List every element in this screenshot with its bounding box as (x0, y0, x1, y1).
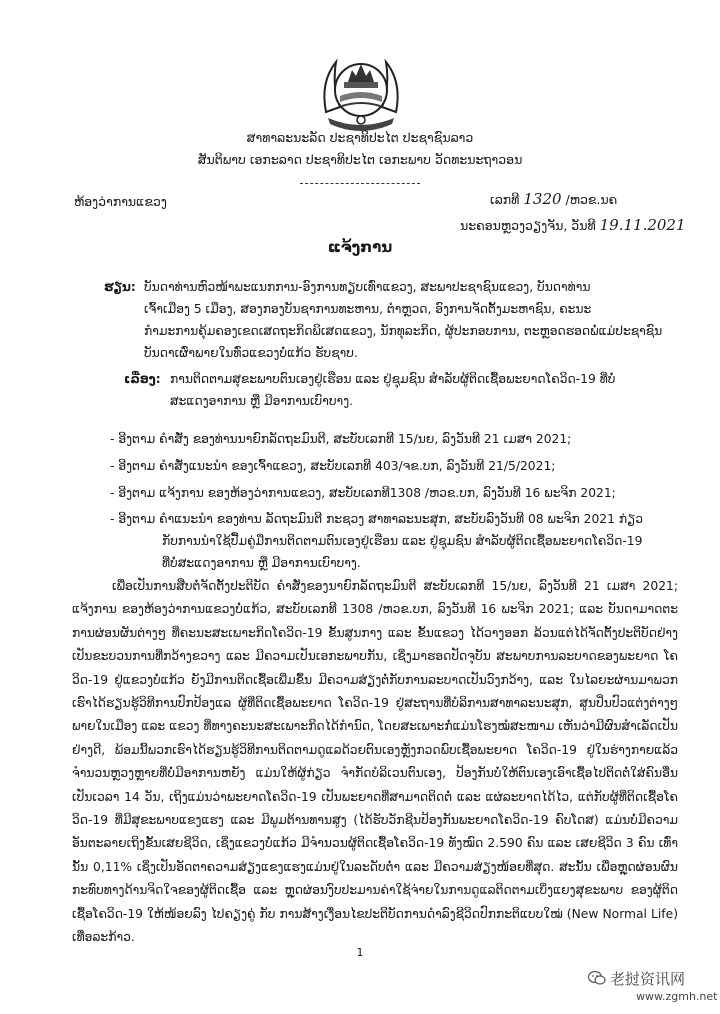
date-label: ນະຄອນຫຼວງວຽງຈັນ, ວັນທີ (460, 218, 596, 233)
recipients-line: ບັນດາທ່ານຫົວໜ້າພະແນກການ-ອົງການທຽບເທົ່າແຂວງ, ສະພາປະຊາຊົນແຂວງ, ບັນດາທ່ານ (144, 280, 591, 294)
reference-item (110, 508, 670, 574)
recipients-block (104, 276, 680, 364)
reference-item (110, 455, 670, 477)
subject-line: ການຕິດຕາມສຸຂະພາບຕົນເອງຢູ່ເຮືອນ ແລະ ຢູ່ຊຸມຊົນ ສຳລັບຜູ້ຕິດເຊື້ອພະຍາດໂຄວິດ-19 ທີ່ບໍ່ (170, 372, 616, 386)
reference-line: ທີ່ບໍ່ສະແດງອາການ ຫຼື ມີອາການເບົາບາງ. (162, 556, 361, 570)
header-republic-name: ສາທາລະນະລັດ ປະຊາທິປະໄຕ ປະຊາຊົນລາວ (246, 130, 474, 145)
reference-line: - ອີງຕາມ ຄໍາແນະນຳ ຂອງທ່ານ ລັດຖະມົນຕີ ກະຊວງ ສາທາລະນະສຸກ, ສະບັບລົງວັນທີ 08 ພະຈິກ 2021 ກ່ຽວ (110, 512, 643, 526)
number-label: ເລກທີ (490, 192, 520, 207)
subject-block (124, 368, 680, 412)
number-value: 1320 (523, 190, 562, 208)
header-motto: ສັນຕິພາບ ເອກະລາດ ປະຊາທິປະໄຕ ເອກະພາບ ວັດທະນະຖາວອນ (197, 152, 523, 167)
watermark-url: www.zgmh.net (636, 990, 718, 1003)
issuing-office: ຫ້ອງວ່າການແຂວງ (74, 194, 167, 209)
reference-line: - ອີງຕາມ ຄໍາສັ່ງ ຂອງທ່ານນາຍົກລັດຖະມົນຕີ, ສະບັບເລກທີ 15/ນຍ, ລົງວັນທີ 21 ເມສາ 2021; (110, 432, 572, 446)
reference-line: ກັບການນໍາໃຊ້ປື້ມຄູ່ມືການຕິດຕາມຕົນເອງຢູ່ເຮືອນ ແລະ ຢູ່ຊຸມຊົນ ສໍາລັບຜູ້ຕິດເຊື້ອພະຍາດໂຄວິດ-19 (162, 534, 643, 548)
recipients-line: ກຳມະການຄຸ້ມຄອງເຂດເສດຖະກິດພິເສດແຂວງ, ນັກທຸລະກິດ, ຜູ້ປະກອບການ, ຕະຫຼອດຮອດພໍ່ແມ່ປະຊາຊົນ (144, 324, 663, 338)
recipients-line: ບັນດາເຜົ່າພາຍໃນທົ່ວແຂວງບໍ່ແກ້ວ ຮັບຊາບ. (144, 346, 358, 360)
body-paragraph: ເພື່ອເປັນການສືບຕໍ່ຈັດຕັ້ງປະຕິບັດ ຄໍາສັ່ງຂອງນາຍົກລັດຖະມົນຕີ ສະບັບເລກທີ 15/ນຍ, ລົງວັນທີ 21 ເມສາ 2021; ແຈ້ງການ ຂອງຫ້ອງວ່າການແຂວງບໍ່ແກ້ວ, ສະບັບເລກທີ 1308 /ຫວຂ.ບກ, ລົງວັນທີ 16 ພະຈິກ 2021; ແລະ ບັນດາມາດຕະການຜ່ອນຜັນຕ່າງໆ ທີ່ຄະນະສະເພາະກິດໂຄວິດ-19 ຂັ້ນສູນກາງ ແລະ ຂັ້ນແຂວງ ໄດ້ວາງອອກ ລ້ວນແຕ່ໄດ້ຈັດຕັ້ງປະຕິບັດຢ່າງເປັນຂະບວນການທີ່ກວ້າງຂວາງ ແລະ ມີຄວາມເປັນເອກະພາບກັນ, ເຊິ່ງມາຮອດປັດຈຸບັນ ສະພາບການລະບາດຂອງພະຍາດ ໂຄວິດ-19 ຢູ່ແຂວງບໍ່ແກ້ວ ຍັງມີການຕິດເຊື້ອເພີ່ມຂຶ້ນ ມີຄວາມສ່ຽງຕໍ່ກັບການລະບາດເປັນວົງກວ້າງ, ແລະ ໃນໄລຍະຜ່ານມາພວກເຮົາໄດ້ຮຽນຮູ້ວິທີການປົກປ້ອງແລ ຜູ້ທີ່ຕິດເຊື້ອພະຍາດ ໂຄວິດ-19 ຢູ່ສະຖານທີ່ບໍລິການສາທາລະນະສຸກ, ສູນປິ່ນປົວແຕ່ງຕ່າງໆ ພາຍໃນເມືອງ ແລະ ແຂວງ ທີ່ທາງຄະນະສະເພາະກິດໄດ້ກຳນົດ, ໂດຍສະເພາະກໍ່ແມ່ນໂຮງໝໍສະໜາມ ເຫັນວ່າມີຜົນສໍາເລັດເປັນຢ່າງດີ, ພ້ອມນີ້ພວກເຮົາໄດ້ຮຽນຮູ້ວິທີການຕິດຕາມດູແລດ້ວຍຕົນເອງຫຼັງກວດພົບເຊື້ອພະຍາດ ໂຄວິດ-19 ຢູ່ໃນຮ່າງກາຍແລ້ວ ຈໍານວນຫຼວງຫຼາຍທີ່ບໍ່ມີອາການຫຍັງ ແມ່ນໃຫ້ຜູ້ກ່ຽວ ຈໍາກັດບໍລິເວນຕົນເອງ, ປ້ອງກັນບໍ່ໃຫ້ຕົນເອງເອົາເຊື້ອໄປຕິດຕໍ່ໃສ່ຄົນອື່ນ ເປັນເວລາ 14 ວັນ, ເຖິງແມ່ນວ່າພະຍາດໂຄວິດ-19 ເປັນພະຍາດທີ່ສາມາດຕິດຕໍ່ ແລະ ແຜ່ລະບາດໄດ້ໄວ, ແຕ່ກັບຜູ້ທີ່ຕິດເຊື້ອໂຄວິດ-19 ທີ່ມີສຸຂະພາບແຂງແຮງ ແລະ ມີພູມຕ້ານທານສູງ (ໄດ້ຮັບວັກຊີນປ້ອງກັນພະຍາດໂຄວິດ-19 ຄົບໂດສ) ແມ່ນບໍ່ມີຄວາມອັນຕະລາຍເຖິງຂັ້ນເສຍຊີວິດ, ເຊິ່ງແຂວງບໍ່ແກ້ວ ມີຈໍານວນຜູ້ຕິດເຊື້ອໂຄວິດ-19 ທັງໝົດ 2.590 ຄົນ ແລະ ເສຍຊີວິດ 3 ຄົນ ເທົ່ານັ້ນ 0,11% ເຊິ່ງເປັນອັດຕາຄວາມສ່ຽງແຂງແຮງແມ່ນຢູ່ໃນລະດັບຕ່ຳ ແລະ ມີຄວາມສ່ຽງໜ້ອຍທີ່ສຸດ. ສະນັ້ນ ເພື່ອຫຼຸດຜ່ອນຜົນກະທົບທາງດ້ານຈິດໃຈຂອງຜູ້ຕິດເຊື້ອ ແລະ ຫຼຸດຜ່ອນງົບປະມານຄ່າໃຊ້ຈ່າຍໃນການດູແລຕິດຕາມເບິ່ງແຍງສຸຂະພາບ ຂອງຜູ້ຕິດເຊື້ອໂຄວິດ-19 ໃຫ້ໜ້ອຍລົງ ໄປຄຽງຄູ່ ກັບ ການສ້າງເງື່ອນໄຂປະຕິບັດການດໍາລົງຊີວິດປົກກະຕິແບບໃໝ່ (New Normal Life) ເທື່ອລະກ້າວ. (72, 579, 678, 945)
number-suffix: /ຫວຂ.ນຄ (565, 192, 618, 207)
subject-line: ສະແດງອາການ ຫຼື ມີອາການເບົາບາງ. (170, 394, 354, 408)
recipients-label: ຮຽນ: (104, 280, 136, 294)
reference-item (110, 482, 670, 504)
document-title: ແຈ້ງການ (327, 238, 393, 256)
page-number: 1 (356, 946, 364, 959)
document-number (490, 190, 617, 208)
date-value: 19.11.2021 (599, 216, 686, 234)
document-date (460, 216, 686, 234)
subject-label: ເລື່ອງ: (124, 372, 161, 386)
header-divider (300, 183, 420, 184)
wechat-icon (588, 970, 606, 986)
recipients-line: ເຈົ້າເມືອງ 5 ເມືອງ, ສອງກອງບັນຊາການທະຫານ, ຕໍາຫຼວດ, ອົງການຈັດຕັ້ງມະຫາຊົນ, ຄະນະ (144, 302, 592, 316)
reference-line: - ອີງຕາມ ຄໍາສັ່ງແນະນຳ ຂອງເຈົ້າແຂວງ, ສະບັບເລກທີ 403/ຈຂ.ບກ, ລົງວັນທີ 21/5/2021; (110, 459, 556, 473)
reference-item (110, 428, 670, 450)
national-emblem-icon (318, 52, 404, 132)
watermark-text: 老挝资讯网 (610, 970, 686, 988)
reference-line: - ອີງຕາມ ແຈ້ງການ ຂອງຫ້ອງວ່າການແຂວງ, ສະບັບເລກທີ1308 /ຫວຂ.ບກ, ລົງວັນທີ 16 ພະຈິກ 2021; (110, 486, 616, 500)
